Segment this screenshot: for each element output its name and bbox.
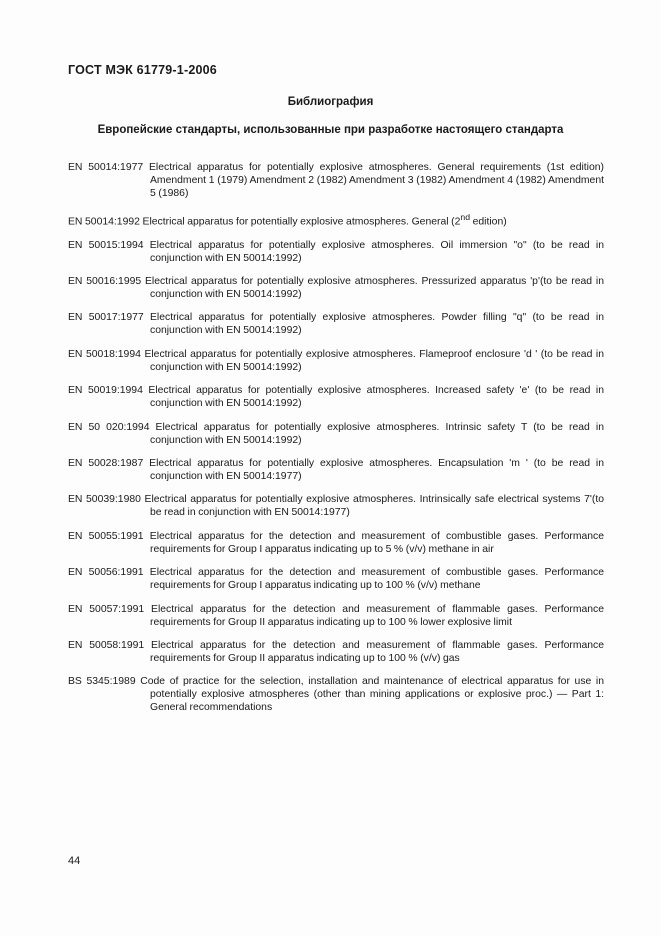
bib-entry — [68, 239, 604, 265]
bib-code: EN 50028:1987 — [68, 457, 144, 469]
bib-entry — [68, 603, 604, 629]
bib-text: Electrical apparatus for the detection and measurement of flammable gases. Performance requirements for Group II apparatus indicating up to 100 % (v/v) gas — [150, 639, 605, 664]
bib-code: EN 50016:1995 — [68, 276, 142, 288]
bib-text: Code of practice for the selection, installation and maintenance of electrical apparatus for use in potentially explosive atmospheres (other than mining applications or explosive proc.) — Part 1: General recommendations — [140, 676, 604, 714]
bib-text: Electrical apparatus for the detection and measurement of flammable gases. Performance requirements for Group II apparatus indicating up to 100 % lower explosive limit — [150, 603, 605, 628]
bib-code: EN 50058:1991 — [68, 639, 145, 651]
bib-entry — [68, 311, 604, 337]
bib-entry — [68, 639, 604, 665]
bib-entry — [68, 566, 604, 592]
bib-code: EN 50057:1991 — [68, 603, 145, 615]
bib-entry — [68, 457, 604, 483]
standard-code-header: ГОСТ МЭК 61779-1-2006 — [68, 63, 217, 77]
bib-text: Electrical apparatus for the detection and measurement of combustible gases. Performance requirements for Group I apparatus indicating up to 5 % (v/v) methane in air — [149, 530, 605, 555]
bib-entry — [68, 384, 604, 410]
bibliography-title: Библиография — [287, 96, 374, 108]
bib-entry — [68, 348, 604, 374]
bib-entry — [68, 211, 604, 228]
bib-text: Electrical apparatus for potentially explosive atmospheres. Intrinsic safety T (to be read in conjunction with EN 50014:1992) — [150, 421, 604, 446]
bib-text: Electrical apparatus for the detection and measurement of combustible gases. Performance requirements for Group I apparatus indicating up to 100 % (v/v) methane — [149, 567, 605, 592]
bib-entry — [68, 675, 604, 714]
bib-text: Electrical apparatus for potentially explosive atmospheres. Encapsulation 'm ' (to be read in conjunction with EN 50014:1977) — [149, 457, 604, 482]
bib-code: EN 50015:1994 — [68, 239, 144, 251]
bib-entry — [68, 161, 604, 200]
bib-entry — [68, 530, 604, 556]
bib-code: BS 5345:1989 — [68, 676, 136, 688]
bib-text: Electrical apparatus for potentially explosive atmospheres. Oil immersion "o" (to be read in conjunction with EN 50014:1992) — [149, 239, 604, 264]
bib-text: Electrical apparatus for potentially explosive atmospheres. Intrinsically safe electrical systems 7'(to be read in conjunction with EN 50014:1977) — [144, 494, 604, 519]
bib-code: EN 50019:1994 — [68, 385, 143, 397]
bib-text: Electrical apparatus for potentially explosive atmospheres. Flameproof enclosure 'd ' (to be read in conjunction with EN 50014:1992) — [144, 348, 604, 373]
bibliography-list — [68, 151, 604, 720]
bib-code: EN 50014:1992 — [68, 216, 140, 228]
bib-entry — [68, 275, 604, 301]
bib-code: EN 50039:1980 — [68, 494, 141, 506]
bib-superscript: nd — [460, 211, 471, 222]
bib-entry — [68, 421, 604, 447]
bib-text: edition) — [470, 216, 507, 228]
bib-code: EN 50056:1991 — [68, 567, 144, 579]
bib-code: EN 50014:1977 — [68, 162, 144, 174]
bib-code: EN 50017:1977 — [68, 312, 144, 324]
bib-text: Electrical apparatus for potentially explosive atmospheres. General requirements (1st edition) Amendment 1 (1979) Amendment 2 (1982) Amendment 3 (1982) Amendment 4 (1982) Amendment 5 (1986) — [149, 162, 604, 200]
page-number: 44 — [68, 855, 81, 867]
bib-text: Electrical apparatus for potentially explosive atmospheres. Pressurized apparatus 'p'(to be read in conjunction with EN 50014:1992) — [144, 276, 604, 301]
bib-code: EN 50055:1991 — [68, 530, 144, 542]
bib-text: Electrical apparatus for potentially explosive atmospheres. General (2 — [142, 216, 461, 228]
bib-entry — [68, 493, 604, 519]
bib-text: Electrical apparatus for potentially explosive atmospheres. Powder filling "q" (to be read in conjunction with EN 50014:1992) — [149, 312, 604, 337]
bib-text: Electrical apparatus for potentially explosive atmospheres. Increased safety 'e' (to be read in conjunction with EN 50014:1992) — [148, 385, 604, 410]
bib-code: EN 50018:1994 — [68, 348, 141, 360]
bibliography-subtitle: Европейские стандарты, использованные при разработке настоящего стандарта — [97, 124, 564, 136]
bib-code: EN 50 020:1994 — [68, 421, 150, 433]
